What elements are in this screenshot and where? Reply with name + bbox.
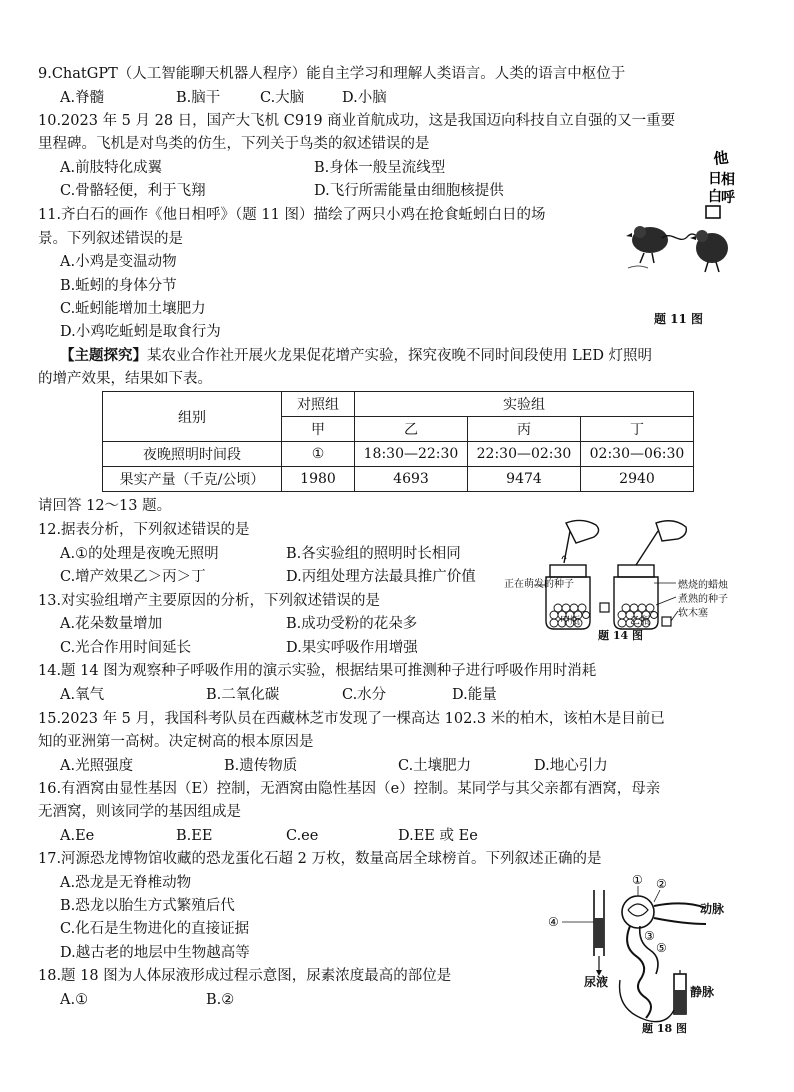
fig14-label-right-bot: 软木塞	[678, 608, 708, 619]
q17-option-a: A.恐龙是无脊椎动物	[60, 875, 192, 891]
q12-option-b: B.各实验组的照明时长相同	[286, 546, 461, 562]
q18-stem: 18.题 18 图为人体尿液形成过程示意图，尿素浓度最高的部位是	[38, 968, 452, 984]
q16-option-d: D.EE 或 Ee	[398, 828, 478, 844]
q14-option-d: D.能量	[452, 687, 497, 703]
table-yield-ding: 2940	[581, 467, 694, 492]
theme-text: 某农业合作社开展火龙果促花增产实验，探究夜晚不同时间段使用 LED 灯照明	[147, 348, 653, 364]
table-row-label-yield: 果实产量（千克/公顷）	[103, 467, 282, 492]
q9-option-d: D.小脑	[342, 90, 387, 106]
theme-intro-line1	[60, 346, 652, 366]
q17-option-d: D.越古老的地层中生物越高等	[60, 945, 250, 961]
table-time-jia: ①	[282, 442, 355, 467]
q12-option-a: A.①的处理是夜晚无照明	[60, 546, 219, 562]
table-header-control: 对照组	[282, 392, 355, 417]
q15-option-b: B.遗传物质	[224, 758, 298, 774]
svg-text:白: 白	[708, 189, 722, 205]
figure-18-caption: 题 18 图	[642, 1022, 687, 1035]
q13-option-a: A.花朵数量增加	[60, 616, 163, 632]
q16-option-a: A.Ee	[60, 828, 95, 844]
table-yield-jia: 1980	[282, 467, 355, 492]
theme-intro-line2: 的增产效果，结果如下表。	[38, 371, 212, 387]
svg-text:⑤: ⑤	[656, 941, 667, 955]
svg-text:③: ③	[644, 929, 655, 943]
table-group-jia: 甲	[282, 417, 355, 442]
figure-11-caption: 题 11 图	[654, 312, 704, 326]
theme-tag: 【主题探究】	[60, 347, 147, 364]
table-time-ding: 02:30—06:30	[581, 442, 694, 467]
painting-chicks-icon	[622, 148, 735, 298]
q9-option-c: C.大脑	[260, 90, 305, 106]
q14-stem: 14.题 14 图为观察种子呼吸作用的演示实验，根据结果可推测种子进行呼吸作用时消耗	[38, 663, 597, 679]
q10-option-a: A.前肢特化成翼	[60, 160, 163, 176]
q10-stem-line2: 里程碑。飞机是对鸟类的仿生，下列关于鸟类的叙述错误的是	[38, 136, 430, 152]
q11-stem-line1: 11.齐白石的画作《他日相呼》（题 11 图）描绘了两只小鸡在抢食蚯蚓白日的场	[38, 207, 546, 223]
q16-stem-line1: 16.有酒窝由显性基因（E）控制，无酒窝由隐性基因（e）控制。某同学与其父亲都有酒窝，母亲	[38, 781, 661, 797]
table-group-yi: 乙	[355, 417, 468, 442]
q10-option-d: D.飞行所需能量由细胞核提供	[314, 183, 504, 199]
fig14-label-right-mid: 煮熟的种子	[678, 594, 728, 605]
figure-11-painting	[622, 148, 735, 298]
q13-option-c: C.光合作用时间延长	[60, 640, 192, 656]
svg-text:①: ①	[632, 873, 643, 887]
table-group-ding: 丁	[581, 417, 694, 442]
svg-text:日: 日	[708, 171, 722, 187]
q13-stem: 13.对实验组增产主要原因的分析，下列叙述错误的是	[38, 593, 381, 609]
fig14-label-right-top: 燃烧的蜡烛	[678, 580, 728, 591]
q9-option-a: A.脊髓	[60, 90, 105, 106]
q11-option-c: C.蚯蚓能增加土壤肥力	[60, 301, 206, 317]
table-time-yi: 18:30—22:30	[355, 442, 468, 467]
figure-18-nephron	[546, 870, 746, 1030]
q11-stem-line2: 景。下列叙述错误的是	[38, 231, 183, 247]
q13-option-b: B.成功受粉的花朵多	[286, 616, 418, 632]
table-header-group: 组别	[103, 392, 282, 442]
q15-stem-line1: 15.2023 年 5 月，我国科考队员在西藏林芝市发现了一棵高达 102.3 米的柏木，该柏木是目前已	[38, 711, 665, 727]
q15-option-a: A.光照强度	[60, 758, 134, 774]
q11-option-a: A.小鸡是变温动物	[60, 254, 177, 270]
q15-option-c: C.土壤肥力	[398, 758, 472, 774]
fig14-label-left: 正在萌发的种子	[504, 579, 574, 590]
q14-option-b: B.二氧化碳	[206, 687, 280, 703]
q18-option-a: A.①	[60, 992, 89, 1008]
fig14-jar-b: 乙瓶	[630, 616, 650, 627]
table-row-label-time: 夜晚照明时间段	[103, 442, 282, 467]
q10-option-c: C.骨骼轻便，利于飞翔	[60, 183, 206, 199]
q13-option-d: D.果实呼吸作用增强	[286, 640, 418, 656]
q12-option-d: D.丙组处理方法最具推广价值	[286, 569, 476, 585]
q16-stem-line2: 无酒窝，则该同学的基因组成是	[38, 804, 241, 820]
svg-text:相: 相	[721, 172, 735, 188]
svg-text:④: ④	[548, 915, 559, 929]
q10-option-b: B.身体一般呈流线型	[314, 160, 446, 176]
q17-option-c: C.化石是生物进化的直接证据	[60, 921, 250, 937]
theme-after: 请回答 12～13 题。	[38, 498, 172, 514]
fig18-label-artery: 动脉	[700, 902, 725, 916]
q12-option-c: C.增产效果乙＞丙＞丁	[60, 569, 206, 585]
nephron-icon	[546, 870, 746, 1030]
yield-table	[102, 391, 694, 492]
q9-stem: 9.ChatGPT（人工智能聊天机器人程序）能自主学习和理解人类语言。人类的语言中枢位于	[38, 66, 626, 82]
q15-stem-line2: 知的亚洲第一高树。决定树高的根本原因是	[38, 734, 314, 750]
q14-option-c: C.水分	[342, 687, 387, 703]
q9-option-b: B.脑干	[176, 90, 221, 106]
q17-option-b: B.恐龙以胎生方式繁殖后代	[60, 898, 235, 914]
figure-14-caption: 题 14 图	[598, 629, 643, 642]
q16-option-b: B.EE	[176, 828, 213, 844]
fig14-jar-a: 甲瓶	[560, 616, 580, 627]
svg-text:②: ②	[656, 877, 667, 891]
fig18-label-urine: 尿液	[584, 975, 609, 989]
q18-option-b: B.②	[206, 992, 235, 1008]
q11-option-b: B.蚯蚓的身体分节	[60, 278, 177, 294]
q11-option-d: D.小鸡吃蚯蚓是取食行为	[60, 324, 221, 340]
table-group-bing: 丙	[468, 417, 581, 442]
q16-option-c: C.ee	[286, 828, 319, 844]
table-header-experiment: 实验组	[355, 392, 694, 417]
q14-option-a: A.氧气	[60, 687, 105, 703]
q12-stem: 12.据表分析，下列叙述错误的是	[38, 522, 250, 538]
q15-option-d: D.地心引力	[534, 758, 608, 774]
q10-stem-line1: 10.2023 年 5 月 28 日，国产大飞机 C919 商业首航成功，这是我国迈向科技自立自强的又一重要	[38, 113, 676, 129]
table-yield-bing: 9474	[468, 467, 581, 492]
svg-text:呼: 呼	[721, 190, 735, 206]
svg-text:他: 他	[712, 148, 730, 168]
fig18-label-vein: 静脉	[690, 985, 715, 999]
table-yield-yi: 4693	[355, 467, 468, 492]
table-time-bing: 22:30—02:30	[468, 442, 581, 467]
q17-stem: 17.河源恐龙博物馆收藏的恐龙蛋化石超 2 万枚，数量高居全球榜首。下列叙述正确的是	[38, 851, 602, 867]
